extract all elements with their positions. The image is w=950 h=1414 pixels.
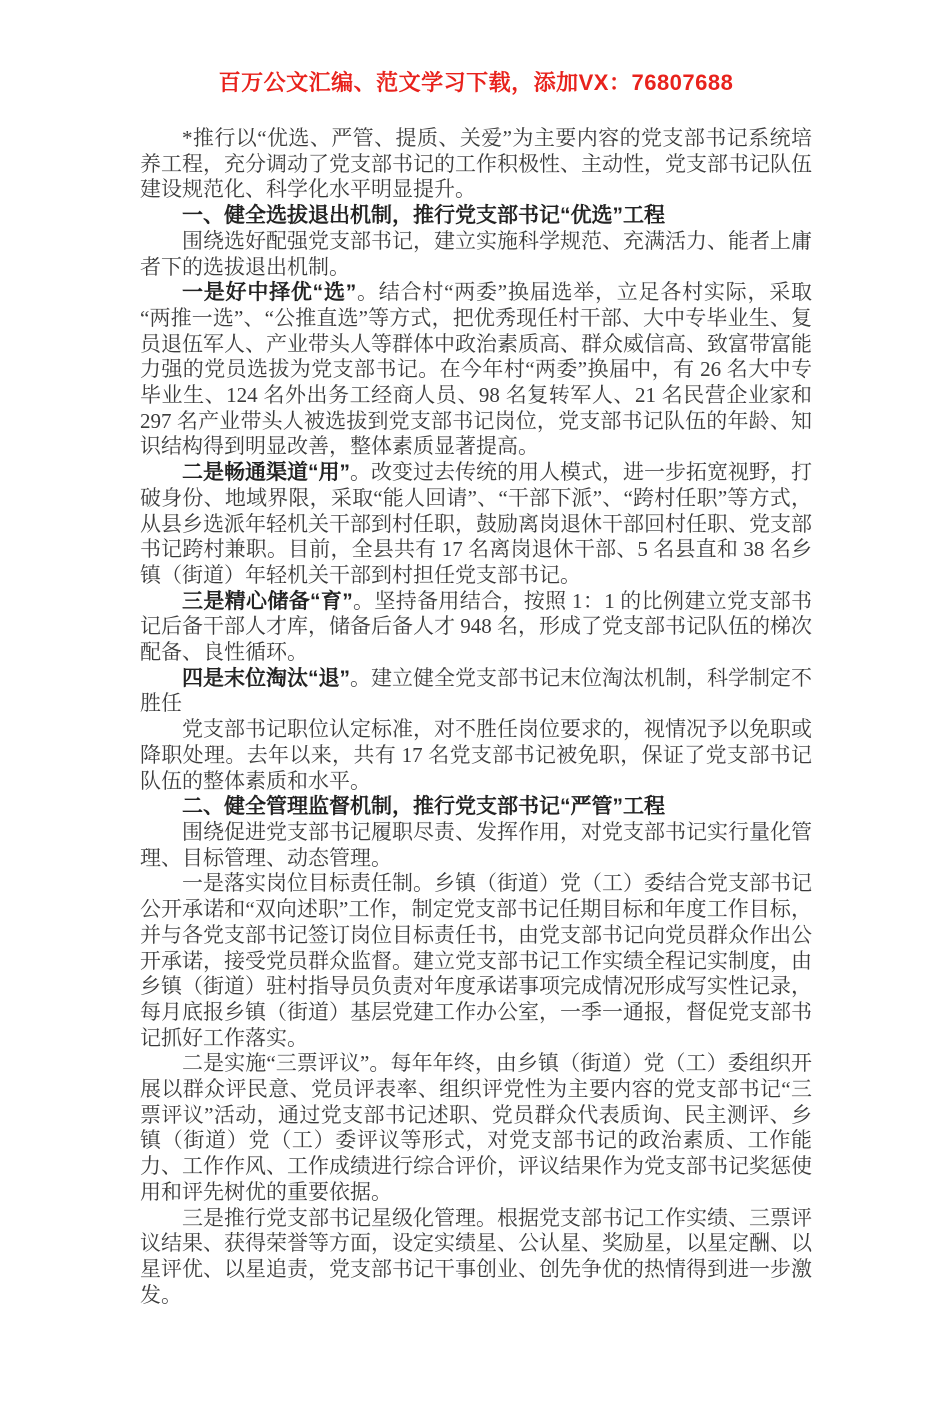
paragraph-subitem-6: 二是实施“三票评议”。每年年终，由乡镇（街道）党（工）委组织开展以群众评民意、党员评表率、组织评党性为主要内容的党支部书记“三票评议”活动，通过党支部书记述职、党员群众代表质询、民主测评、乡镇（街道）党（工）委评议等形式，对党支部书记的政治素质、工作能力、工作作风、工作成绩进行综合评价，评议结果作为党支部书记奖惩使用和评先树优的重要依据。 — [140, 1051, 812, 1204]
paragraph: 围绕促进党支部书记履职尽责、发挥作用，对党支部书记实行量化管理、目标管理、动态管理。 — [140, 819, 812, 870]
paragraph-subitem-2 — [140, 460, 812, 589]
document-page — [0, 70, 950, 1414]
paragraph-subitem-4 — [140, 666, 812, 717]
paragraph: 党支部书记职位认定标准，对不胜任岗位要求的，视情况予以免职或降职处理。去年以来，共有 17 名党支部书记被免职，保证了党支部书记队伍的整体素质和水平。 — [140, 717, 812, 793]
subitem-lead-bold: 三是精心储备“育” — [182, 589, 353, 613]
section-heading-2: 二、健全管理监督机制，推行党支部书记“严管”工程 — [182, 795, 665, 819]
paragraph-intro: *推行以“优选、严管、提质、关爱”为主要内容的党支部书记系统培养工程，充分调动了党支部书记的工作积极性、主动性，党支部书记队伍建设规范化、科学化水平明显提升。 — [140, 126, 812, 202]
subitem-body-text: 。建立健全党支部书记末位淘汰机制，科学制定不胜任 — [140, 665, 812, 716]
subitem-lead-bold: 一是好中择优“选” — [182, 281, 357, 305]
paragraph: 围绕选好配强党支部书记，建立实施科学规范、充满活力、能者上庸者下的选拔退出机制。 — [140, 228, 812, 279]
paragraph-subitem-1 — [140, 280, 812, 460]
ad-banner-text: 百万公文汇编、范文学习下载，添加VX：76807688 — [218, 70, 734, 95]
paragraph-subitem-5: 一是落实岗位目标责任制。乡镇（街道）党（工）委结合党支部书记公开承诺和“双向述职”工作，制定党支部书记任期目标和年度工作目标，并与各党支部书记签订岗位目标责任书，由党支部书记向党员群众作出公开承诺，接受党员群众监督。建立党支部书记工作实绩全程记实制度，由乡镇（街道）驻村指导员负责对年度承诺事项完成情况形成写实性记录，每月底报乡镇（街道）基层党建工作办公室，一季一通报，督促党支部书记抓好工作落实。 — [140, 871, 812, 1050]
subitem-body-text: 。结合村“两委”换届选举，立足各村实际，采取“两推一选”、“公推直选”等方式，把优秀现任村干部、大中专毕业生、复员退伍军人、产业带头人等群体中政治素质高、群众威信高、致富带富能力强的党员选拔为党支部书记。在今年村“两委”换届中，有 26 名大中专毕业生、124 名外出务工经商人员、98 名复转军人、21 名民营企业家和 297 名产业带头人被选拔到党支部书记岗位，党支部书记队伍的年龄、知识结构得到明显改善，整体素质显著提高。 — [140, 280, 813, 459]
document-body — [140, 126, 812, 1308]
paragraph-subitem-3 — [140, 589, 812, 666]
subitem-lead-bold: 四是末位淘汰“退” — [182, 666, 350, 690]
subitem-body-text: 。改变过去传统的用人模式，进一步拓宽视野，打破身份、地域界限，采取“能人回请”、“干部下派”、“跨村任职”等方式，从县乡选派年轻机关干部到村任职，鼓励离岗退休干部回村任职、党支部书记跨村兼职。目前，全县共有 17 名离岗退休干部、5 名县直和 38 名乡镇（街道）年轻机关干部到村担任党支部书记。 — [140, 460, 812, 587]
subitem-lead-bold: 二是畅通渠道“用” — [182, 461, 350, 485]
section-heading-1: 一、健全选拔退出机制，推行党支部书记“优选”工程 — [182, 204, 665, 228]
subitem-body-text: 。坚持备用结合，按照 1：1 的比例建立党支部书记后备干部人才库，储备后备人才 948 名，形成了党支部书记队伍的梯次配备、良性循环。 — [140, 588, 813, 665]
paragraph-subitem-7: 三是推行党支部书记星级化管理。根据党支部书记工作实绩、三票评议结果、获得荣誉等方面，设定实绩星、公认星、奖励星，以星定酬、以星评优、以星追责，党支部书记干事创业、创先争优的热情得到进一步激发。 — [140, 1205, 812, 1307]
